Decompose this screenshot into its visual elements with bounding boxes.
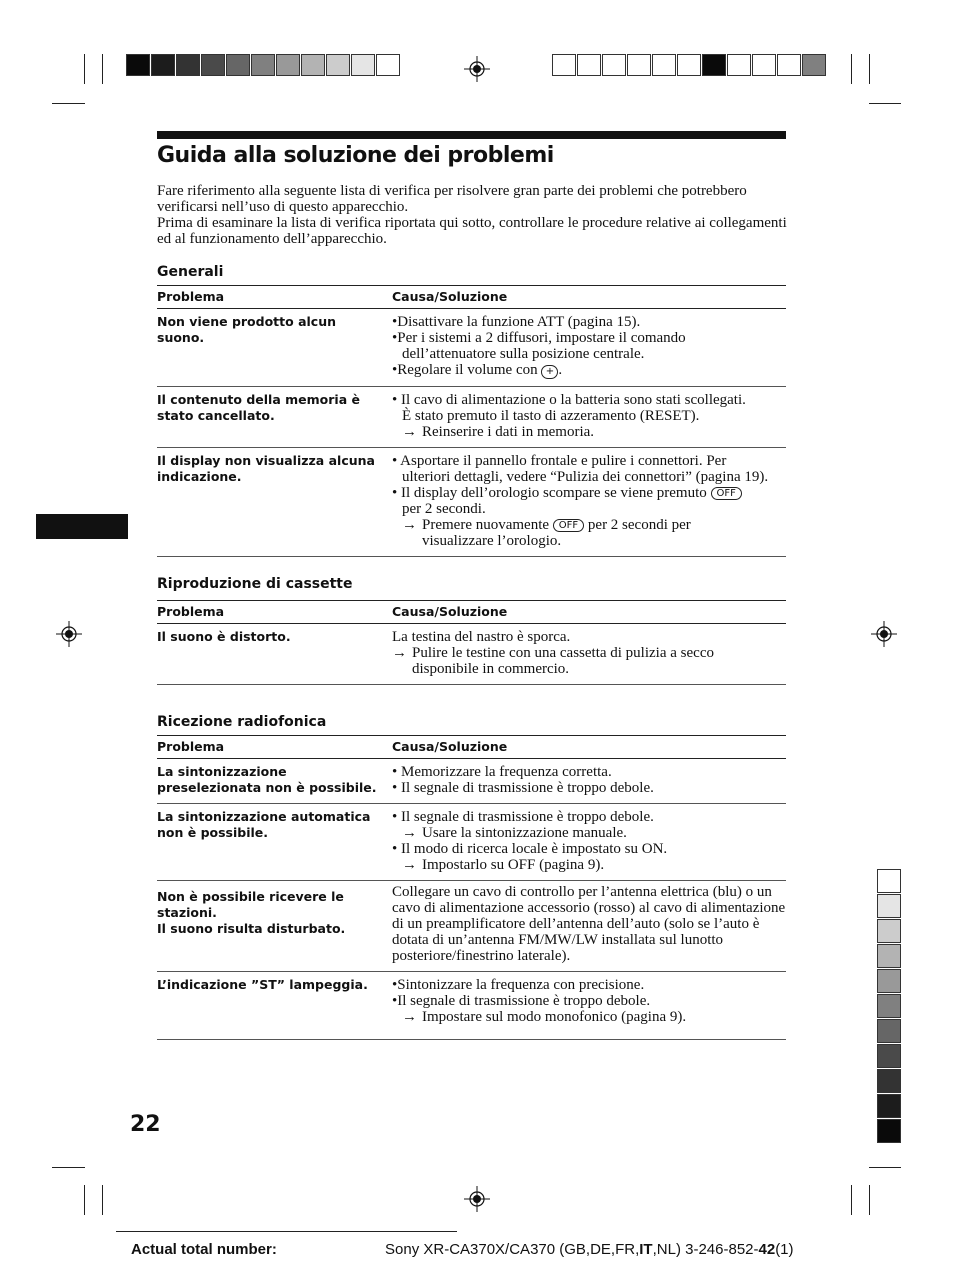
solution-line: La testina del nastro è sporca. xyxy=(392,629,571,645)
color-swatch xyxy=(251,54,275,76)
solution-text: Impostare sul modo monofonico (pagina 9). xyxy=(422,1009,687,1025)
footer-text: Sony XR-CA370X/CA370 (GB,DE,FR, xyxy=(385,1241,640,1258)
table-row xyxy=(157,881,786,972)
color-swatch xyxy=(176,54,200,76)
crop-mark xyxy=(84,54,85,84)
color-swatch xyxy=(326,54,350,76)
arrow-icon: → xyxy=(402,825,417,841)
registration-mark-icon xyxy=(56,621,82,647)
crop-mark xyxy=(869,1167,901,1168)
section-title-cassette: Riproduzione di cassette xyxy=(157,576,353,592)
problem-line: Non è possibile ricevere le stazioni. xyxy=(157,889,344,920)
color-swatch xyxy=(877,894,901,918)
crop-mark xyxy=(851,54,852,84)
solution-line: • Il segnale di trasmissione è troppo debole. xyxy=(392,809,654,825)
color-swatch xyxy=(877,869,901,893)
solution-text: . xyxy=(558,362,563,378)
off-button-icon: OFF xyxy=(711,487,742,500)
color-swatch xyxy=(752,54,776,76)
solution-cell xyxy=(392,387,786,448)
color-swatch xyxy=(226,54,250,76)
color-swatch xyxy=(702,54,726,76)
off-button-icon: OFF xyxy=(553,519,584,532)
troubleshooting-table-cassette xyxy=(157,600,786,685)
problem-cell: Il contenuto della memoria è stato cancellato. xyxy=(157,387,392,448)
color-bar-left xyxy=(126,54,401,76)
footer-document-id xyxy=(385,1241,794,1258)
solution-text: • Il display dell’orologio scompare se viene premuto xyxy=(392,485,707,501)
page-title: Guida alla soluzione dei problemi xyxy=(157,143,554,168)
title-rule xyxy=(157,131,786,139)
solution-line xyxy=(392,517,786,533)
crop-mark xyxy=(869,54,870,84)
color-swatch xyxy=(802,54,826,76)
color-swatch xyxy=(652,54,676,76)
solution-line xyxy=(392,424,786,440)
table-row xyxy=(157,804,786,881)
solution-line: •Disattivare la funzione ATT (pagina 15). xyxy=(392,314,641,330)
solution-cell xyxy=(392,972,786,1040)
table-row xyxy=(157,624,786,685)
solution-line: • Il modo di ricerca locale è impostato su ON. xyxy=(392,841,668,857)
table-row xyxy=(157,309,786,387)
problem-cell: La sintonizzazione automatica non è possibile. xyxy=(157,804,392,881)
color-swatch xyxy=(877,1094,901,1118)
solution-line xyxy=(392,645,786,661)
color-swatch xyxy=(376,54,400,76)
footer-rule xyxy=(116,1231,457,1232)
solution-text: •Regolare il volume con xyxy=(392,362,538,378)
crop-mark xyxy=(102,54,103,84)
solution-cell xyxy=(392,624,786,685)
color-swatch xyxy=(126,54,150,76)
footer-label: Actual total number: xyxy=(131,1241,277,1258)
section-tab-marker xyxy=(36,514,128,539)
crop-mark xyxy=(869,1185,870,1215)
registration-mark-icon xyxy=(464,1186,490,1212)
color-swatch xyxy=(627,54,651,76)
color-swatch xyxy=(877,969,901,993)
problem-cell: Il suono è distorto. xyxy=(157,624,392,685)
color-swatch xyxy=(276,54,300,76)
color-swatch xyxy=(877,944,901,968)
arrow-icon: → xyxy=(402,1009,417,1025)
color-swatch xyxy=(877,1044,901,1068)
solution-cell xyxy=(392,759,786,804)
color-swatch xyxy=(877,919,901,943)
color-swatch xyxy=(877,1119,901,1143)
arrow-icon: → xyxy=(402,424,417,440)
solution-line xyxy=(392,1009,786,1025)
problem-line: Il suono risulta disturbato. xyxy=(157,921,346,936)
solution-line: disponibile in commercio. xyxy=(412,661,570,677)
footer-text: ,NL) 3-246-852- xyxy=(652,1241,759,1258)
footer-text: IT xyxy=(639,1241,653,1258)
solution-line xyxy=(392,857,786,873)
color-bar-vertical xyxy=(877,869,901,1144)
intro-paragraph: Fare riferimento alla seguente lista di verifica per risolvere gran parte dei problemi che potrebbero verificarsi nell’uso di questo apparecchio. xyxy=(157,183,747,215)
troubleshooting-table-general xyxy=(157,285,786,557)
arrow-icon: → xyxy=(392,645,407,661)
color-swatch xyxy=(602,54,626,76)
solution-text: Pulire le testine con una cassetta di pulizia a secco xyxy=(412,645,714,661)
intro-paragraph: Prima di esaminare la lista di verifica riportata qui sotto, controllare le procedure relative ai collegamenti ed al funzionamento dell’apparecchio. xyxy=(157,215,787,247)
table-row xyxy=(157,759,786,804)
solution-line xyxy=(392,825,786,841)
color-swatch xyxy=(201,54,225,76)
color-bar-right xyxy=(552,54,827,76)
table-row xyxy=(157,387,786,448)
solution-text: Reinserire i dati in memoria. xyxy=(422,424,595,440)
column-header-solution: Causa/Soluzione xyxy=(392,286,786,309)
problem-cell xyxy=(157,881,392,972)
registration-mark-icon xyxy=(871,621,897,647)
troubleshooting-table-radio xyxy=(157,735,786,1040)
problem-cell: Non viene prodotto alcun suono. xyxy=(157,309,392,387)
solution-line: •Per i sistemi a 2 diffusori, impostare il comando xyxy=(392,330,686,346)
solution-text: Impostarlo su OFF (pagina 9). xyxy=(422,857,605,873)
table-row xyxy=(157,972,786,1040)
crop-mark xyxy=(52,1167,85,1168)
color-swatch xyxy=(301,54,325,76)
crop-mark xyxy=(84,1185,85,1215)
solution-cell xyxy=(392,309,786,387)
solution-line: • Il cavo di alimentazione o la batteria sono stati scollegati. xyxy=(392,392,746,408)
solution-line: • Asportare il pannello frontale e pulire i connettori. Per xyxy=(392,453,727,469)
color-swatch xyxy=(552,54,576,76)
crop-mark xyxy=(102,1185,103,1215)
color-swatch xyxy=(577,54,601,76)
crop-mark xyxy=(851,1185,852,1215)
solution-cell xyxy=(392,804,786,881)
solution-line: dell’attenuatore sulla posizione centrale. xyxy=(402,346,645,362)
solution-text: Premere nuovamente xyxy=(422,517,550,533)
arrow-icon: → xyxy=(402,857,417,873)
footer-text: (1) xyxy=(775,1241,794,1258)
section-title-radio: Ricezione radiofonica xyxy=(157,714,327,730)
plus-button-icon: + xyxy=(541,365,558,379)
arrow-icon: → xyxy=(402,517,417,533)
registration-mark-icon xyxy=(464,56,490,82)
problem-cell: Il display non visualizza alcuna indicazione. xyxy=(157,448,392,557)
solution-line: •Sintonizzare la frequenza con precisione. xyxy=(392,977,645,993)
column-header-problem: Problema xyxy=(157,286,392,309)
color-swatch xyxy=(727,54,751,76)
solution-line: • Il segnale di trasmissione è troppo debole. xyxy=(392,780,654,796)
crop-mark xyxy=(52,103,85,104)
color-swatch xyxy=(877,1019,901,1043)
color-swatch xyxy=(677,54,701,76)
column-header-problem: Problema xyxy=(157,601,392,624)
color-swatch xyxy=(877,994,901,1018)
solution-line: È stato premuto il tasto di azzeramento (RESET). xyxy=(402,408,700,424)
crop-mark xyxy=(869,103,901,104)
solution-line xyxy=(392,362,786,379)
solution-text: per 2 secondi per xyxy=(587,517,691,533)
column-header-solution: Causa/Soluzione xyxy=(392,736,786,759)
solution-line: •Il segnale di trasmissione è troppo debole. xyxy=(392,993,651,1009)
color-swatch xyxy=(777,54,801,76)
problem-cell: La sintonizzazione preselezionata non è possibile. xyxy=(157,759,392,804)
page-number: 22 xyxy=(130,1112,161,1137)
solution-line: visualizzare l’orologio. xyxy=(422,533,562,549)
color-swatch xyxy=(151,54,175,76)
color-swatch xyxy=(351,54,375,76)
solution-line xyxy=(392,485,786,501)
footer-text: 42 xyxy=(758,1241,776,1258)
table-row xyxy=(157,448,786,557)
column-header-solution: Causa/Soluzione xyxy=(392,601,786,624)
problem-cell: L’indicazione ”ST” lampeggia. xyxy=(157,972,392,1040)
column-header-problem: Problema xyxy=(157,736,392,759)
solution-line: ulteriori dettagli, vedere “Pulizia dei connettori” (pagina 19). xyxy=(402,469,769,485)
color-swatch xyxy=(877,1069,901,1093)
solution-text: Usare la sintonizzazione manuale. xyxy=(422,825,627,841)
intro-text xyxy=(157,183,797,247)
solution-line: • Memorizzare la frequenza corretta. xyxy=(392,764,612,780)
solution-cell xyxy=(392,448,786,557)
solution-line: per 2 secondi. xyxy=(402,501,486,517)
section-title-general: Generali xyxy=(157,264,224,280)
solution-cell: Collegare un cavo di controllo per l’antenna elettrica (blu) o un cavo di alimentazione accessorio (rosso) al cavo di alimentazione di un preamplificatore dell’antenna dell’auto (solo se l’auto è dotata di un’antenna FM/MW/LW installata sul lunotto posteriore/finestrino laterale). xyxy=(392,881,786,972)
